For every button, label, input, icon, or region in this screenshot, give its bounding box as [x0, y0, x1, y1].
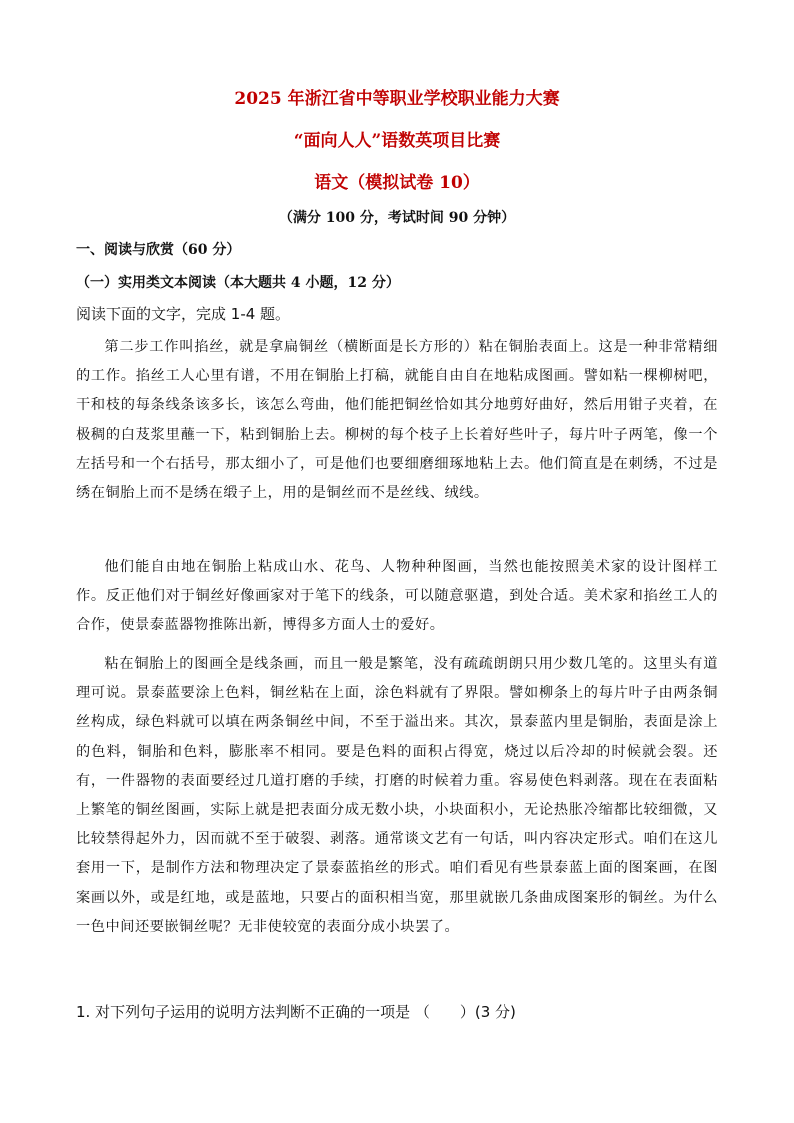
exam-title-line1: 2025 年浙江省中等职业学校职业能力大赛	[234, 89, 560, 109]
passage-paragraph-3: 粘在铜胎上的图画全是线条画，而且一般是繁笔，没有疏疏朗朗只用少数几笔的。这里头有道理可说。景泰蓝要涂上色料，铜丝粘在上面，涂色料就有了界限。譬如柳条上的每片叶子由两条铜丝构成，绿色料就可以填在两条铜丝中间，不至于溢出来。其次，景泰蓝内里是铜胎，表面是涂上的色料，铜胎和色料，膨胀率不相同。要是色料的面积占得宽，烧过以后冷却的时候就会裂。还有，一件器物的表面要经过几道打磨的手续，打磨的时候着力重。容易使色料剥落。现在在表面粘上繁笔的铜丝图画，实际上就是把表面分成无数小块，小块面积小，无论热胀冷缩都比较细微，又比较禁得起外力，因而就不至于破裂、剥落。通常谈文艺有一句话，叫内容决定形式。咱们在这儿套用一下，是制作方法和物理决定了景泰蓝掐丝的形式。咱们看见有些景泰蓝上面的图案画，在图案画以外，或是红地，或是蓝地，只要占的面积相当宽，那里就嵌几条曲成图案形的铜丝。为什么一色中间还要嵌铜丝呢？无非使较宽的表面分成小块罢了。	[76, 656, 718, 935]
passage-paragraph-2: 他们能自由地在铜胎上粘成山水、花鸟、人物种种图画，当然也能按照美术家的设计图样工作。反正他们对于铜丝好像画家对于笔下的线条，可以随意驱遣，到处合适。美术家和掐丝工人的合作，使景泰蓝器物推陈出新，博得多方面人士的爱好。	[76, 559, 718, 634]
question-1: 1. 对下列句子运用的说明方法判断不正确的一项是 （ ）(3 分)	[76, 1003, 516, 1021]
exam-subtitle: （满分 100 分，考试时间 90 分钟）	[278, 210, 516, 226]
section-heading: 一、阅读与欣赏（60 分）	[76, 242, 241, 258]
exam-title-line3: 语文（模拟试卷 10）	[314, 173, 480, 193]
reading-instruction: 阅读下面的文字，完成 1-4 题。	[76, 305, 291, 323]
passage-paragraph-1: 第二步工作叫掐丝，就是拿扁铜丝（横断面是长方形的）粘在铜胎表面上。这是一种非常精细的工作。掐丝工人心里有谱，不用在铜胎上打稿，就能自由自在地粘成图画。譬如粘一棵柳树吧，干和枝的每条线条该多长，该怎么弯曲，他们能把铜丝恰如其分地剪好曲好，然后用钳子夹着，在极稠的白芨浆里蘸一下，粘到铜胎上去。柳树的每个枝子上长着好些叶子，每片叶子两笔，像一个左括号和一个右括号，那太细小了，可是他们也要细磨细琢地粘上去。他们简直是在刺绣，不过是绣在铜胎上而不是绣在缎子上，用的是铜丝而不是丝线、绒线。	[76, 339, 718, 502]
subsection-heading: （一）实用类文本阅读（本大题共 4 小题，12 分）	[76, 275, 400, 291]
exam-title-line2: “面向人人”语数英项目比赛	[293, 131, 501, 151]
